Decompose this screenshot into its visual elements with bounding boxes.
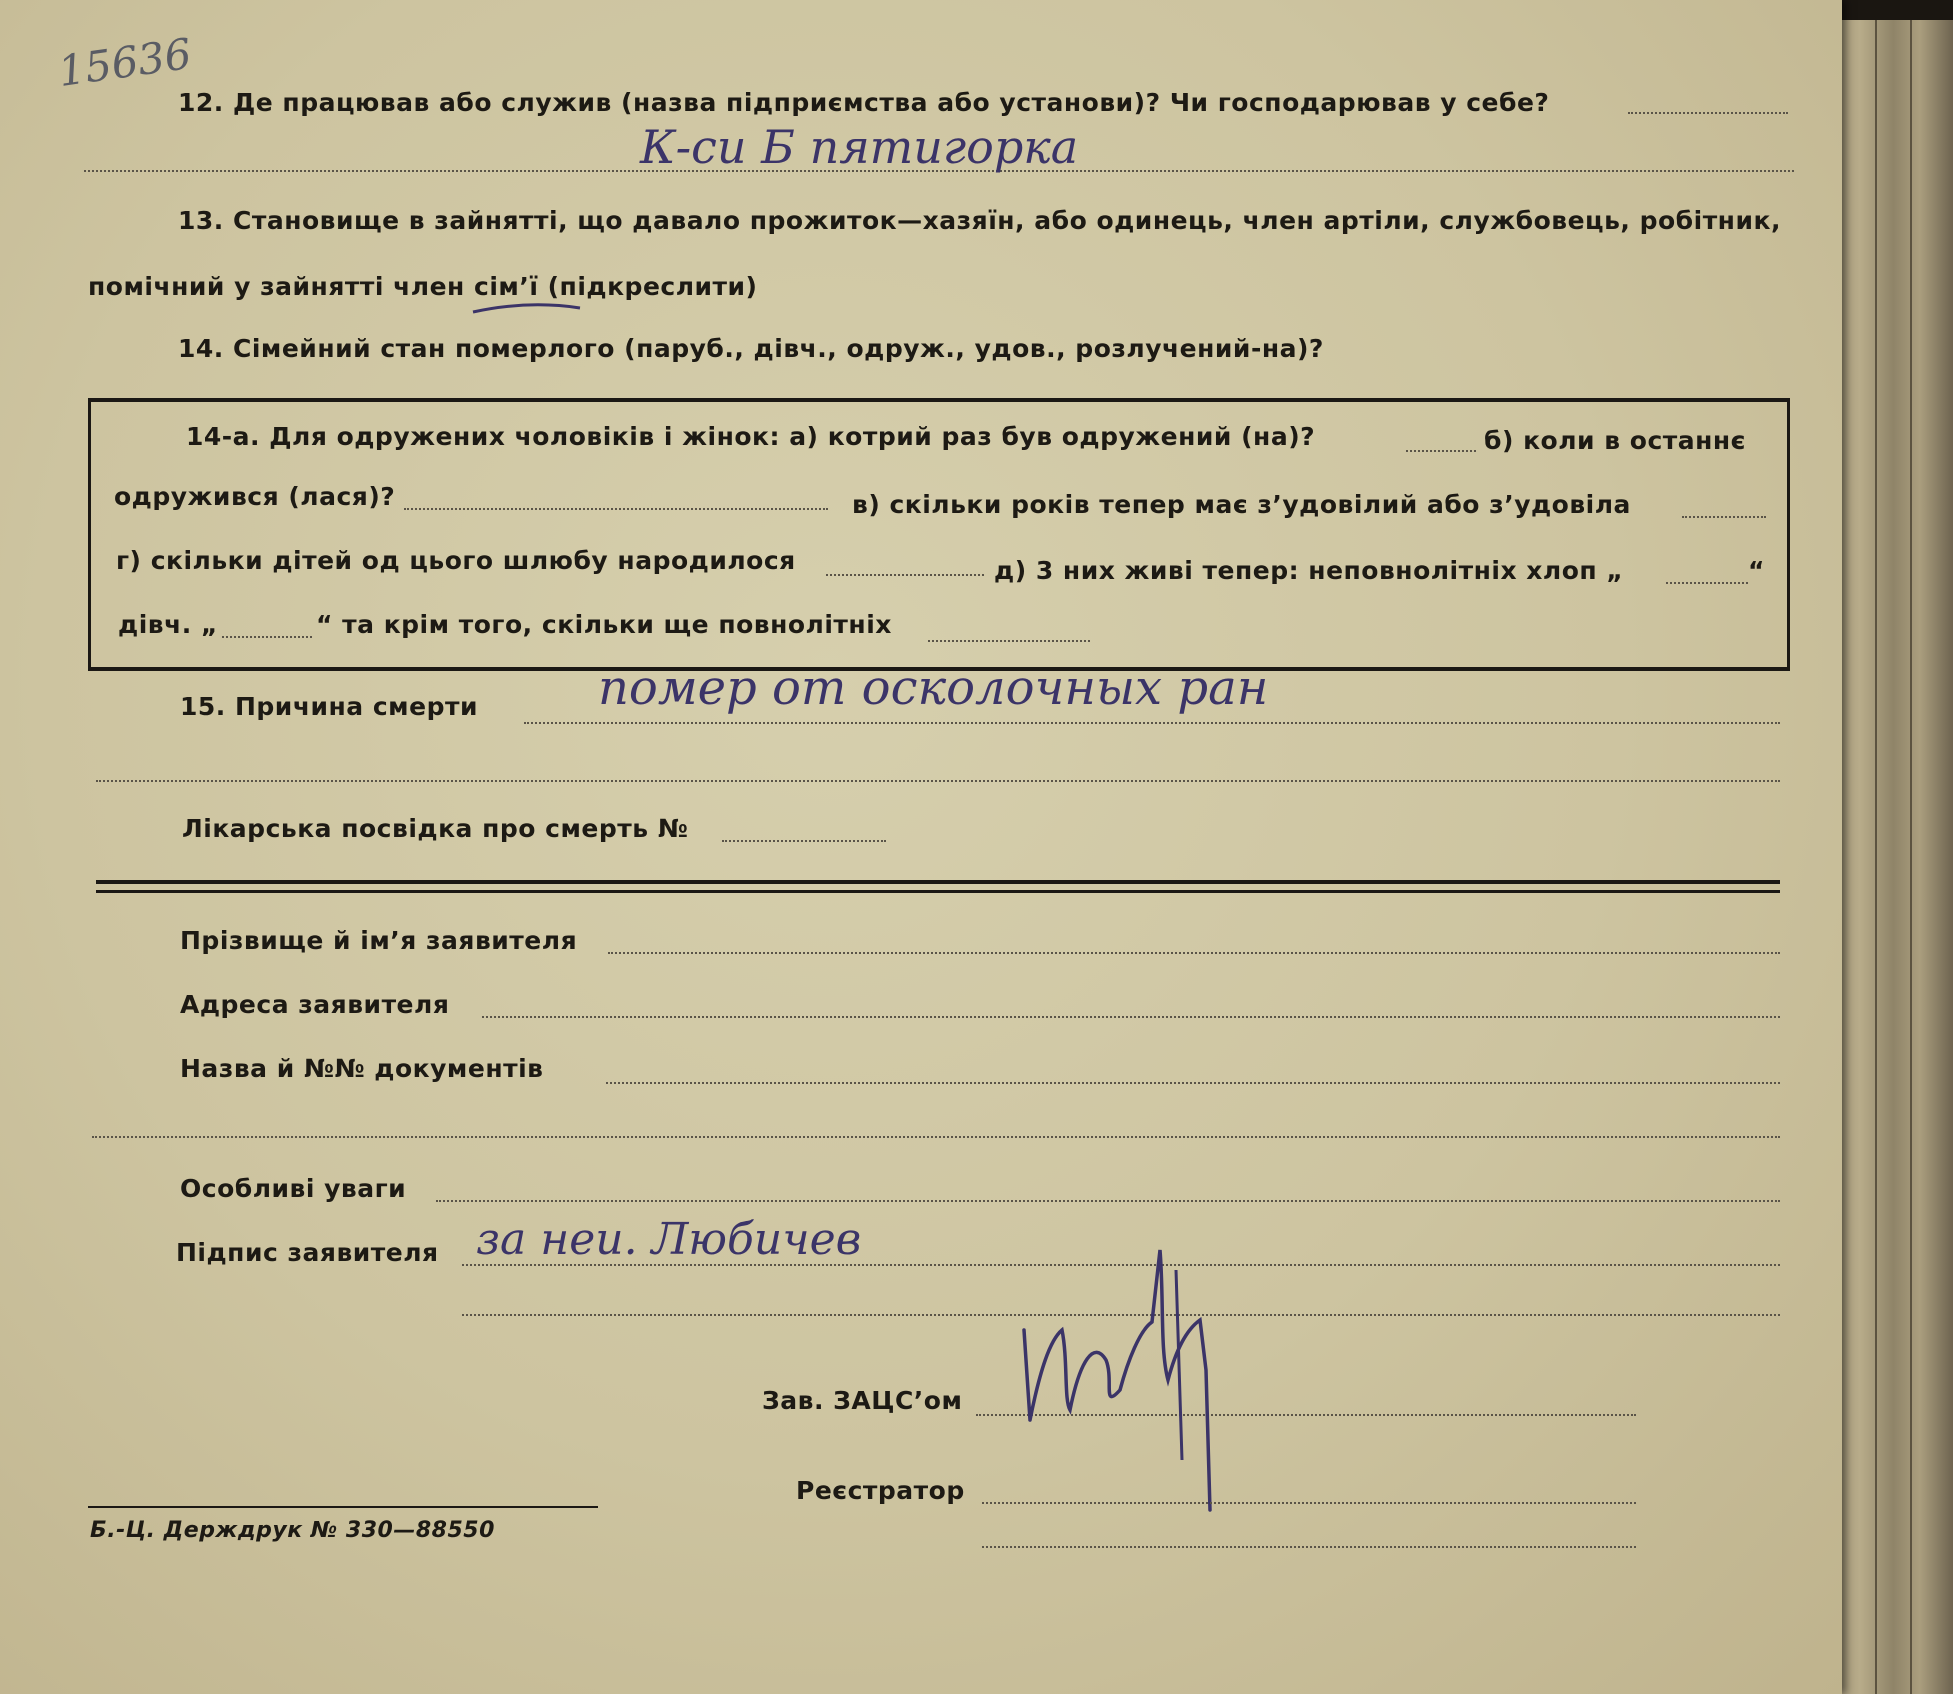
q15-label: 15. Причина смерти (180, 692, 478, 721)
registrar-field (982, 1502, 1636, 1504)
q14a-field-e (1666, 582, 1748, 584)
applicant-signature-value: за неи. Любичев (476, 1214, 862, 1265)
registrar-label: Реєстратор (796, 1476, 965, 1505)
q14a-line1: 14-а. Для одружених чоловіків і жінок: а) котрий раз був одружений (на)? (186, 422, 1316, 451)
underline-mark (468, 270, 588, 320)
q14a-line2-b: в) скільки років тепер має з’удовілий або з’удовіла (852, 490, 1631, 519)
medical-certificate-label: Лікарська посвідка про смерть № (182, 814, 689, 843)
q14a-field-f (222, 636, 312, 638)
q14a-field-g (928, 640, 1090, 642)
q15-field-line2 (96, 780, 1780, 782)
remarks-label: Особливі уваги (180, 1174, 407, 1203)
q14a-field-b (404, 508, 828, 510)
q14a-field-c (1682, 516, 1766, 518)
documents-label: Назва й №№ документів (180, 1054, 544, 1083)
applicant-signature-label: Підпис заявителя (176, 1238, 439, 1267)
q14a-line4-b: “ та крім того, скільки ще повнолітніх (316, 610, 892, 639)
q14a-line2-a: одружився (лася)? (114, 482, 396, 511)
q15-field-line1 (524, 722, 1780, 724)
archive-number: 15636 (55, 28, 195, 97)
q14a-line4-a: дівч. „ (118, 610, 218, 639)
head-signature-scrawl (1010, 1210, 1240, 1530)
head-label: Зав. ЗАЦС’ом (762, 1386, 963, 1415)
q14a-line3-b: д) 3 них живі тепер: неповнолітніх хлоп „ (994, 556, 1624, 585)
applicant-name-field (608, 952, 1780, 954)
q14a-line3-a: г) скільки дітей од цього шлюбу народилося (116, 546, 796, 575)
remarks-field (436, 1200, 1780, 1202)
q14a-field-d (826, 574, 984, 576)
applicant-address-field (482, 1016, 1780, 1018)
medical-certificate-field (722, 840, 886, 842)
separator-rule-top (96, 880, 1780, 884)
q13-line2: помічний у зайнятті член сім’ї (підкреслити) (88, 272, 758, 301)
q12-answer: К-си Б пятигорка (640, 120, 1079, 174)
q12-field-line1 (1628, 112, 1788, 114)
q15-answer: помер от осколочных ран (598, 660, 1269, 716)
q12-label: 12. Де працював або служив (назва підприємства або установи)? Чи господарював у себе? (178, 88, 1550, 117)
registrar-field-2 (982, 1546, 1636, 1548)
footer-rule (88, 1506, 598, 1508)
separator-rule-bottom (96, 890, 1780, 893)
q14a-field-a (1406, 450, 1476, 452)
printer-imprint: Б.-Ц. Держдрук № 330—88550 (90, 1518, 495, 1543)
q14a-line1-b: б) коли в останнє (1484, 426, 1747, 455)
q14-label: 14. Сімейний стан померлого (паруб., дівч., одруж., удов., розлучений-на)? (178, 334, 1324, 363)
applicant-address-label: Адреса заявителя (180, 990, 450, 1019)
applicant-name-label: Прізвище й ім’я заявителя (180, 926, 578, 955)
documents-field-line1 (606, 1082, 1780, 1084)
q13-line1: 13. Становище в зайнятті, що давало прожиток—хазяїн, або одинець, член артіли, службовець, робітник, (178, 206, 1781, 235)
q14a-line3-c: “ (1748, 556, 1765, 585)
documents-field-line2 (92, 1136, 1780, 1138)
